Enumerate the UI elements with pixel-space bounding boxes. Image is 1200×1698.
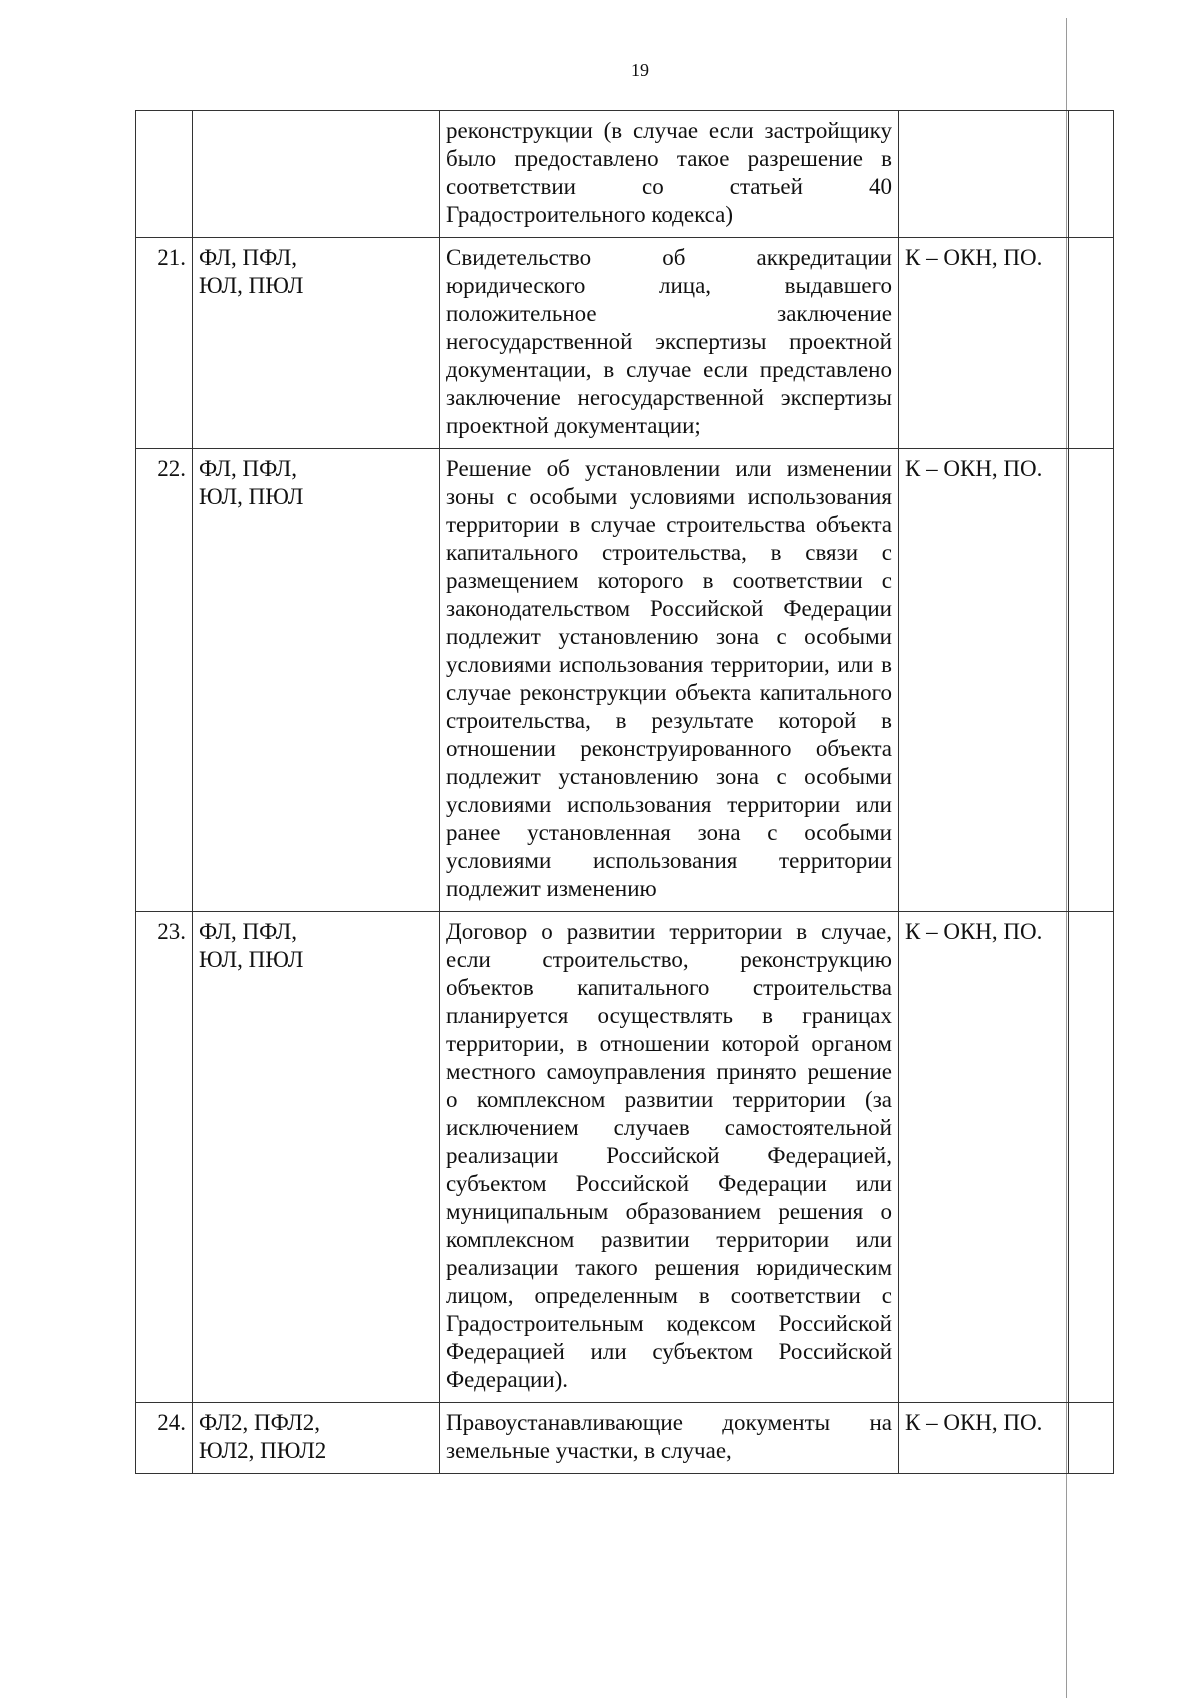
empty-cell [1069,1403,1114,1474]
applicant-category: ФЛ, ПФЛ, ЮЛ, ПЮЛ [193,912,440,1403]
table-row [136,111,1114,238]
requirements-table [135,110,1114,1474]
source-code [899,111,1069,238]
table-row [136,912,1114,1403]
empty-cell [1069,912,1114,1403]
table-row [136,1403,1114,1474]
document-description: Правоустанавливающие документы на земельные участки, в случае, [440,1403,899,1474]
document-description: Решение об установлении или изменении зоны с особыми условиями использования территории в случае строительства объекта капитального строительства, в связи с размещением которого в соответствии с законодательством Российской Федерации подлежит установлению зона с особыми условиями использования территории, или в случае реконструкции объекта капитального строительства, в результате которой в отношении реконструированного объекта подлежит установлению зона с особыми условиями использования территории или ранее установленная зона с особыми условиями использования территории подлежит изменению [440,449,899,912]
empty-cell [1069,449,1114,912]
row-number: 21. [136,238,193,449]
empty-cell [1069,238,1114,449]
document-description: Договор о развитии территории в случае, если строительство, реконструкцию объектов капитального строительства планируется осуществлять в границах территории, в отношении которой органом местного самоуправления принято решение о комплексном развитии территории (за исключением случаев самостоятельной реализации Российской Федерацией, субъектом Российской Федерации или муниципальным образованием решения о комплексном развитии территории или реализации такого решения юридическим лицом, определенным в соответствии с Градостроительным кодексом Российской Федерацией или субъектом Российской Федерации). [440,912,899,1403]
applicant-category: ФЛ, ПФЛ, ЮЛ, ПЮЛ [193,238,440,449]
applicant-category: ФЛ2, ПФЛ2, ЮЛ2, ПЮЛ2 [193,1403,440,1474]
source-code: К – ОКН, ПО. [899,1403,1069,1474]
table-row [136,449,1114,912]
document-description: реконструкции (в случае если застройщику было предоставлено такое разрешение в соответствии со статьей 40 Градостроительного кодекса) [440,111,899,238]
source-code: К – ОКН, ПО. [899,238,1069,449]
applicant-category [193,111,440,238]
source-code: К – ОКН, ПО. [899,449,1069,912]
applicant-category: ФЛ, ПФЛ, ЮЛ, ПЮЛ [193,449,440,912]
row-number [136,111,193,238]
page-number: 19 [631,60,649,80]
row-number: 23. [136,912,193,1403]
row-number: 22. [136,449,193,912]
empty-cell [1069,111,1114,238]
source-code: К – ОКН, ПО. [899,912,1069,1403]
row-number: 24. [136,1403,193,1474]
table-row [136,238,1114,449]
document-description: Свидетельство об аккредитации юридического лица, выдавшего положительное заключение негосударственной экспертизы проектной документации, в случае если представлено заключение негосударственной экспертизы проектной документации; [440,238,899,449]
